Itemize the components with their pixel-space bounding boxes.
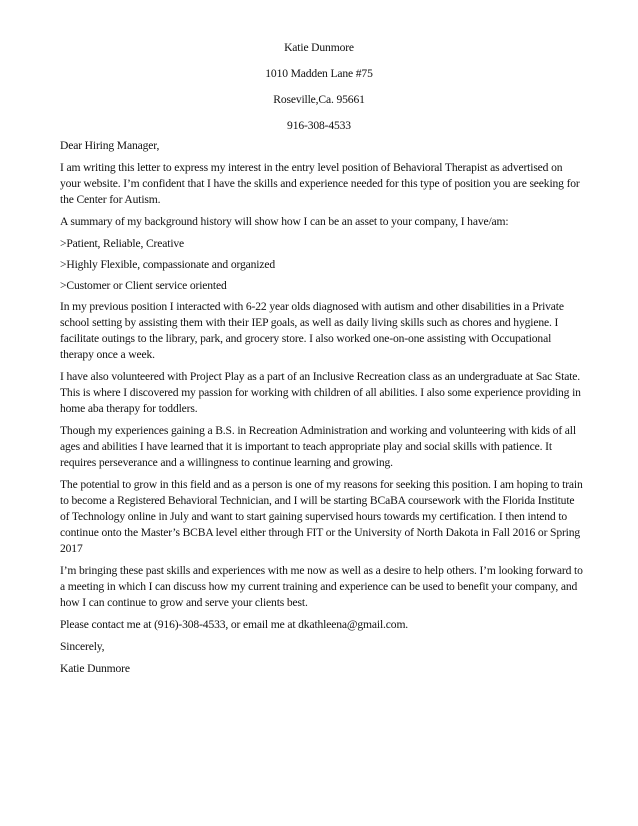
paragraph-closing-pitch: I’m bringing these past skills and experiences with me now as well as a desire to help others. I’m looking forward to a meeting in which I can discuss how my current training and experience can be used to benefit your company, and how I can continue to grow and serve your clients best. <box>60 564 583 609</box>
trait-item: >Customer or Client service oriented <box>60 279 227 292</box>
sender-name: Katie Dunmore <box>284 41 354 54</box>
trait-item: >Highly Flexible, compassionate and organized <box>60 258 275 271</box>
trait-item: >Patient, Reliable, Creative <box>60 237 185 250</box>
paragraph-growth: The potential to grow in this field and as a person is one of my reasons for seeking this position. I am hoping to train to become a Registered Behavioral Technician, and I will be starting BCaBA coursework with the Florida Institute of Technology online in July and want to start gaining supervised hours towards my certification. I then intend to continue onto the Master’s BCBA level either through FIT or the University of North Dakota in Fall 2016 or Spring 2017 <box>60 478 583 555</box>
signature: Katie Dunmore <box>60 662 130 675</box>
sender-city: Roseville,Ca. 95661 <box>273 93 365 106</box>
paragraph-previous-position: In my previous position I interacted with 6-22 year olds diagnosed with autism and other disabilities in a Private school setting by assisting them with their IEP goals, as well as daily living skills such as chores and hygiene. I facilitate outings to the library, park, and grocery store. I also worked one-on-one assisting with Occupational therapy once a week. <box>60 300 564 361</box>
sender-phone: 916-308-4533 <box>287 119 351 132</box>
salutation: Dear Hiring Manager, <box>60 139 160 152</box>
letter-header <box>0 40 638 144</box>
signoff: Sincerely, <box>60 640 105 653</box>
paragraph-intro: I am writing this letter to express my interest in the entry level position of Behavioral Therapist as advertised on your website. I’m confident that I have the skills and experience needed for this type of position you are seeking for the Center for Autism. <box>60 161 580 206</box>
paragraph-summary: A summary of my background history will show how I can be an asset to your company, I have/am: <box>60 215 509 228</box>
paragraph-volunteer: I have also volunteered with Project Play as a part of an Inclusive Recreation class as an undergraduate at Sac State. This is where I discovered my passion for working with children of all abilities. I also some experience providing in home aba therapy for toddlers. <box>60 370 581 415</box>
paragraph-contact: Please contact me at (916)-308-4533, or email me at dkathleena@gmail.com. <box>60 618 409 631</box>
letter-body <box>60 138 585 683</box>
sender-street: 1010 Madden Lane #75 <box>265 67 373 80</box>
paragraph-experience: Though my experiences gaining a B.S. in Recreation Administration and working and volunteering with kids of all ages and abilities I have learned that it is important to teach appropriate play and social skills with patience. It requires perseverance and a willingness to continue learning and growing. <box>60 424 576 469</box>
